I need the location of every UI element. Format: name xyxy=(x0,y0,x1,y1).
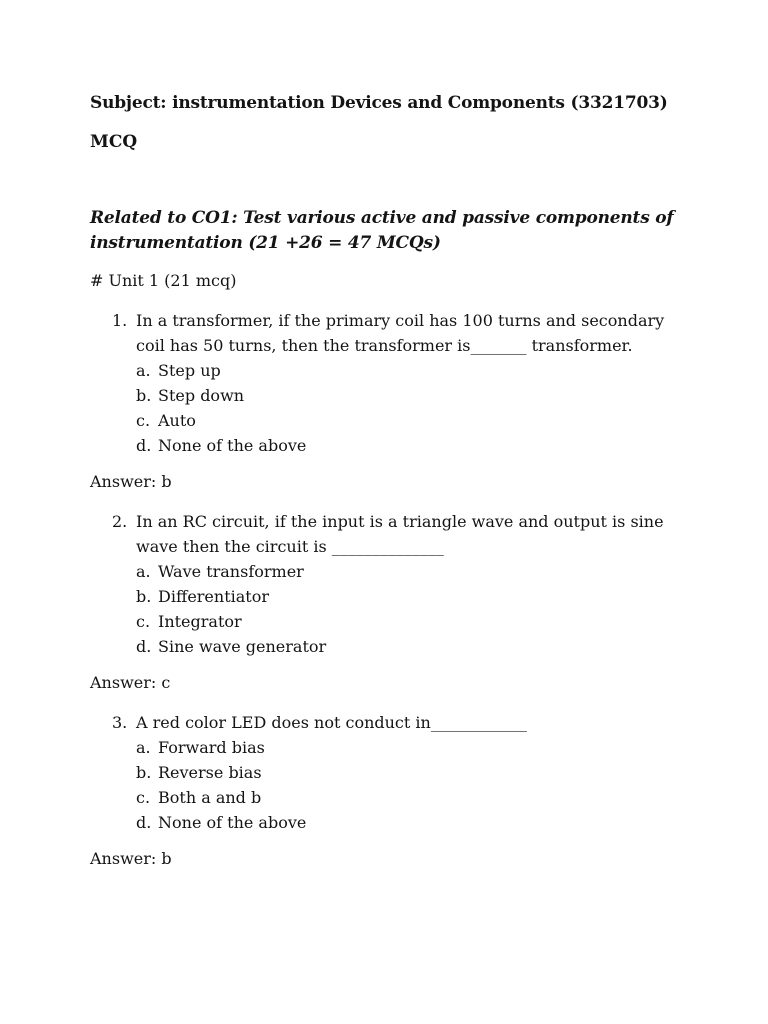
option-letter: b. xyxy=(136,587,152,606)
question-2 xyxy=(112,509,692,659)
question-text: In a transformer, if the primary coil has 100 turns and secondary coil has 50 turns, then the transformer is_______ transformer. xyxy=(136,311,665,355)
answer-3: Answer: b xyxy=(90,849,172,868)
option-c xyxy=(136,609,692,634)
option-a xyxy=(136,358,692,383)
option-letter: b. xyxy=(136,386,152,405)
question-1 xyxy=(112,308,692,458)
unit-heading: # Unit 1 (21 mcq) xyxy=(90,271,237,290)
option-list xyxy=(112,358,692,458)
subject-heading: Subject: instrumentation Devices and Components (3321703) xyxy=(90,93,668,113)
option-letter: a. xyxy=(136,562,151,581)
question-number: 1. xyxy=(112,311,128,330)
option-text: Both a and b xyxy=(158,788,262,807)
option-text: None of the above xyxy=(158,436,307,455)
option-list xyxy=(112,735,692,835)
option-letter: d. xyxy=(136,436,152,455)
course-outcome-title: Related to CO1: Test various active and passive components of instrumentation (21 +26 = 47 MCQs) xyxy=(90,208,674,253)
option-letter: b. xyxy=(136,763,152,782)
option-b xyxy=(136,760,692,785)
option-text: Auto xyxy=(158,411,196,430)
option-d xyxy=(136,433,692,458)
option-list xyxy=(112,559,692,659)
question-text: In an RC circuit, if the input is a triangle wave and output is sine wave then the circuit is ______________ xyxy=(136,512,664,556)
option-letter: a. xyxy=(136,738,151,757)
mcq-heading: MCQ xyxy=(90,132,138,152)
option-text: Forward bias xyxy=(158,738,265,757)
option-text: Reverse bias xyxy=(158,763,262,782)
question-number: 2. xyxy=(112,512,128,531)
option-a xyxy=(136,735,692,760)
option-letter: c. xyxy=(136,788,151,807)
option-c xyxy=(136,408,692,433)
option-text: None of the above xyxy=(158,813,307,832)
option-text: Integrator xyxy=(158,612,242,631)
option-letter: d. xyxy=(136,813,152,832)
option-text: Wave transformer xyxy=(158,562,304,581)
option-text: Sine wave generator xyxy=(158,637,327,656)
option-text: Differentiator xyxy=(158,587,269,606)
option-b xyxy=(136,584,692,609)
option-d xyxy=(136,634,692,659)
option-a xyxy=(136,559,692,584)
option-text: Step up xyxy=(158,361,221,380)
option-d xyxy=(136,810,692,835)
option-b xyxy=(136,383,692,408)
option-text: Step down xyxy=(158,386,245,405)
option-c xyxy=(136,785,692,810)
answer-1: Answer: b xyxy=(90,472,172,491)
question-number: 3. xyxy=(112,713,128,732)
option-letter: c. xyxy=(136,612,151,631)
question-text: A red color LED does not conduct in____________ xyxy=(136,713,527,732)
option-letter: a. xyxy=(136,361,151,380)
answer-2: Answer: c xyxy=(90,673,171,692)
question-3 xyxy=(112,710,692,835)
option-letter: d. xyxy=(136,637,152,656)
option-letter: c. xyxy=(136,411,151,430)
